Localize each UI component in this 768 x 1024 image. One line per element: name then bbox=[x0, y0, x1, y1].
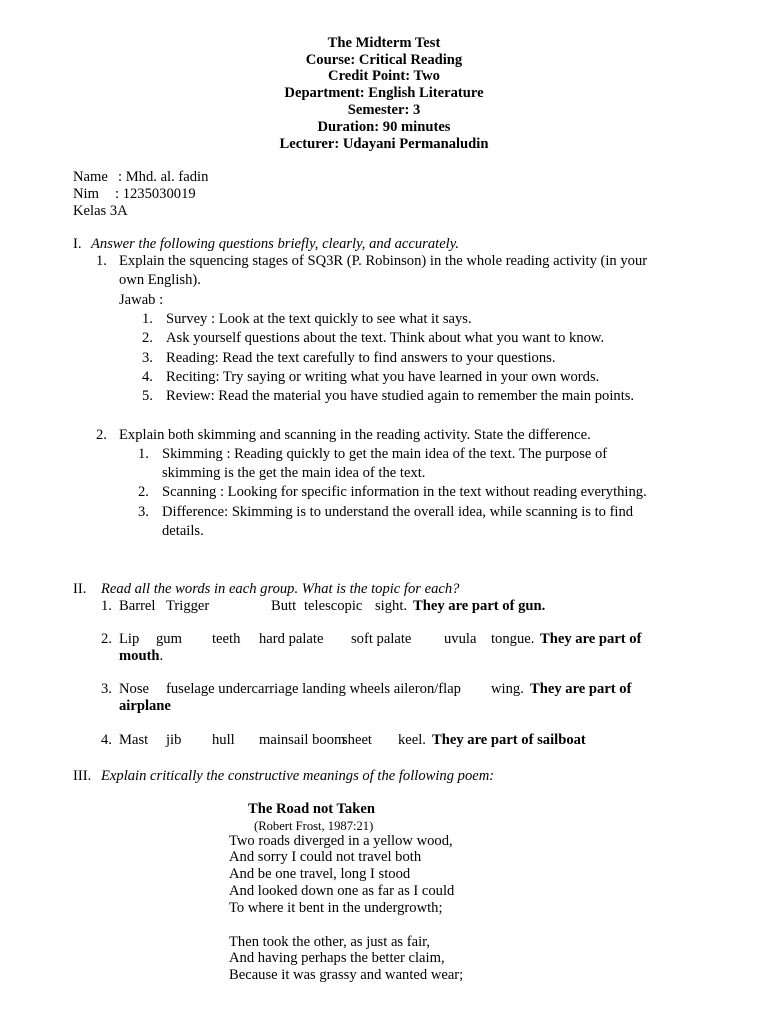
group2-answer-word: mouth bbox=[119, 648, 160, 664]
section3-numeral: III. bbox=[73, 768, 92, 784]
q1-answer-text: Reading: Read the text carefully to find answers to your questions. bbox=[166, 350, 556, 366]
group3-answer: They are part of bbox=[530, 681, 632, 697]
q2-answer-num: 2. bbox=[138, 484, 149, 500]
q2-answer-num: 3. bbox=[138, 504, 149, 520]
group4-word: sheet bbox=[342, 732, 372, 748]
q2-text: Explain both skimming and scanning in the reading activity. State the difference. bbox=[119, 427, 591, 443]
group3-word: Nose bbox=[119, 681, 149, 697]
group2-period: . bbox=[159, 648, 164, 664]
poem-line: Two roads diverged in a yellow wood, bbox=[229, 833, 453, 849]
group4-word: Mast bbox=[119, 732, 149, 748]
group2-answer-cont bbox=[119, 648, 163, 665]
q1-answer-text: Review: Read the material you have studied again to remember the main points. bbox=[166, 388, 635, 404]
q1-answer-num: 4. bbox=[142, 369, 153, 385]
q2-answer-text: details. bbox=[162, 523, 204, 539]
q1-answer-num: 3. bbox=[142, 350, 153, 366]
group1-word: sight. bbox=[375, 598, 408, 614]
section2-instruction: Read all the words in each group. What is the topic for each? bbox=[101, 581, 460, 597]
q2-answer-text: skimming is the get the main idea of the text. bbox=[162, 465, 426, 481]
group1-word: telescopic bbox=[304, 598, 363, 614]
q1-answer-num: 5. bbox=[142, 388, 153, 404]
section1-instruction: Answer the following questions briefly, clearly, and accurately. bbox=[91, 236, 460, 252]
poem-line: And looked down one as far as I could bbox=[229, 883, 455, 899]
group2-number: 2. bbox=[101, 631, 112, 647]
group2-answer: They are part of bbox=[540, 631, 642, 647]
poem-line: And sorry I could not travel both bbox=[229, 849, 422, 865]
group2-word: hard palate bbox=[259, 631, 324, 647]
group1-answer: They are part of gun. bbox=[413, 598, 546, 614]
q1-jawab: Jawab : bbox=[119, 292, 164, 308]
poem-line: And be one travel, long I stood bbox=[229, 866, 411, 882]
q2-number: 2. bbox=[96, 427, 107, 443]
duration-line: Duration: 90 minutes bbox=[317, 119, 451, 135]
department-line: Department: English Literature bbox=[284, 85, 484, 101]
q1-text-line1: Explain the squencing stages of SQ3R (P. Robinson) in the whole reading activity (in your bbox=[119, 253, 648, 269]
semester-line: Semester: 3 bbox=[347, 102, 421, 118]
group4-word: jib bbox=[166, 732, 182, 748]
group3-answer-cont: airplane bbox=[119, 698, 171, 714]
group2-word: gum bbox=[156, 631, 182, 647]
group3-number: 3. bbox=[101, 681, 112, 697]
nim-value: : 1235030019 bbox=[115, 186, 196, 202]
group2-word: Lip bbox=[119, 631, 140, 647]
group1-number: 1. bbox=[101, 598, 112, 614]
nim-label: Nim bbox=[73, 186, 99, 202]
q2-answer-text: Scanning : Looking for specific information in the text without reading everything. bbox=[162, 484, 647, 500]
group4-number: 4. bbox=[101, 732, 112, 748]
group1-word: Butt bbox=[271, 598, 297, 614]
section3-instruction: Explain critically the constructive meanings of the following poem: bbox=[101, 768, 495, 784]
test-title: The Midterm Test bbox=[327, 35, 441, 51]
q1-text-line2: own English). bbox=[119, 272, 201, 288]
group1-word: Trigger bbox=[166, 598, 210, 614]
group2-word: soft palate bbox=[351, 631, 412, 647]
poem-line: And having perhaps the better claim, bbox=[229, 950, 445, 966]
q1-answer-text: Ask yourself questions about the text. Think about what you want to know. bbox=[166, 330, 605, 346]
q2-answer-text: Difference: Skimming is to understand the overall idea, while scanning is to find bbox=[162, 504, 634, 520]
poem-line: Then took the other, as just as fair, bbox=[229, 934, 431, 950]
kelas-line: Kelas 3A bbox=[73, 203, 128, 219]
q1-number: 1. bbox=[96, 253, 107, 269]
group2-word: tongue. bbox=[491, 631, 535, 647]
group4-word: mainsail boom bbox=[259, 732, 346, 748]
section2-numeral: II. bbox=[73, 581, 87, 597]
course-line: Course: Critical Reading bbox=[305, 52, 463, 68]
lecturer-line: Lecturer: Udayani Permanaludin bbox=[279, 136, 489, 152]
poem-line: Because it was grassy and wanted wear; bbox=[229, 967, 464, 983]
group3-word: wing. bbox=[491, 681, 524, 697]
group3-word: fuselage undercarriage landing wheels aileron/flap bbox=[166, 681, 461, 697]
name-label: Name bbox=[73, 169, 108, 185]
q1-answer-text: Reciting: Try saying or writing what you have learned in your own words. bbox=[166, 369, 600, 385]
q2-answer-text: Skimming : Reading quickly to get the main idea of the text. The purpose of bbox=[162, 446, 608, 462]
poem-title: The Road not Taken bbox=[248, 801, 375, 817]
q1-answer-num: 2. bbox=[142, 330, 153, 346]
poem-line: To where it bent in the undergrowth; bbox=[229, 900, 443, 916]
q1-answer-text: Survey : Look at the text quickly to see what it says. bbox=[166, 311, 472, 327]
q2-answer-num: 1. bbox=[138, 446, 149, 462]
q1-answer-num: 1. bbox=[142, 311, 153, 327]
group2-word: teeth bbox=[212, 631, 241, 647]
name-value: : Mhd. al. fadin bbox=[118, 169, 209, 185]
poem-source: (Robert Frost, 1987:21) bbox=[254, 819, 374, 833]
credit-line: Credit Point: Two bbox=[328, 68, 440, 84]
group4-answer: They are part of sailboat bbox=[432, 732, 586, 748]
group2-word: uvula bbox=[444, 631, 477, 647]
group4-word: keel. bbox=[398, 732, 426, 748]
group1-word: Barrel bbox=[119, 598, 156, 614]
section1-numeral: I. bbox=[73, 236, 82, 252]
group4-word: hull bbox=[212, 732, 235, 748]
